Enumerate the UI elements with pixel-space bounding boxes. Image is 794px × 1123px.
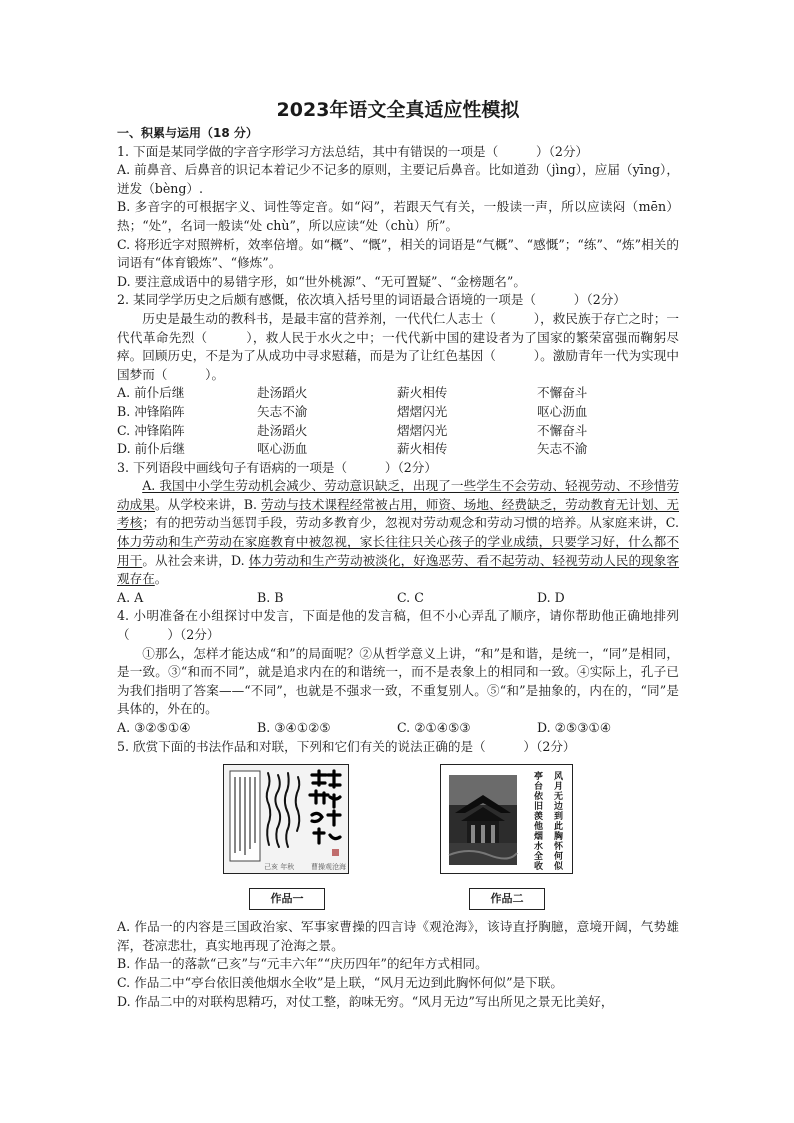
q2-option-row-a — [117, 384, 679, 403]
couplet-upper-line: 亭台依旧羡他烟水全收 — [532, 771, 542, 872]
section-heading: 一、积累与运用（18 分） — [117, 126, 258, 140]
q2-stem: 2. 某同学学历史之后颇有感慨，依次填入括号里的词语最合语境的一项是（ ）（2分） — [117, 292, 626, 308]
q2-a-2: 赴汤蹈火 — [257, 385, 308, 401]
q3-underlined-d: 体力劳动和生产劳动被淡化，好逸恶劳、看不起劳动、轻视劳动人民的现象客观存在 — [117, 552, 680, 587]
q2-d-3: 薪火相传 — [397, 441, 448, 457]
figure-2-caption: 作品二 — [469, 888, 545, 910]
q2-option-row-d — [117, 440, 679, 459]
q3-text-2: ；有的把劳动当惩罚手段，劳动多教育少，忽视对劳动观念和劳动习惯的培养。从家庭来讲，C. — [142, 515, 679, 531]
q2-a-3: 薪火相传 — [397, 385, 448, 401]
q5-option-b: B. 作品一的落款“己亥”与“元丰六年”“庆历四年”的纪年方式相同。 — [117, 956, 488, 972]
q2-b-3: 熠熠闪光 — [397, 403, 448, 419]
q4-option-a: A. ③②⑤①④ — [117, 720, 191, 735]
q2-b-4: 呕心沥血 — [537, 403, 588, 419]
q2-option-row-c — [117, 422, 679, 441]
q3-passage — [117, 477, 679, 589]
calligraphy-artwork — [223, 764, 349, 874]
q4-stem: 4. 小明准备在小组探讨中发言，下面是他的发言稿，但不小心弄乱了顺序，请你帮助他正确地排列（ ）（2分） — [117, 608, 679, 643]
exam-page — [117, 98, 679, 1011]
q3-underlined-b: 劳动与技术课程经常被占用，师资、场地、经费缺乏，劳动教育无计划、无考核 — [117, 496, 680, 531]
couplet-artwork — [440, 764, 573, 874]
q2-c-2: 赴汤蹈火 — [257, 422, 308, 438]
q4-option-b: B. ③④①②⑤ — [257, 720, 331, 735]
q4-passage: ①那么，怎样才能达成“和”的局面呢？②从哲学意义上讲，“和”是和谐，是统一，“同”是相同，是一致。③“和而不同”，就是追求内在的和谐统一，而不是表象上的相同和一致。④实际上，孔子已为我们指明了答案——“不同”，也就是不强求一致，不重复别人。⑤“和”是抽象的，内在的，“同”是具体的，外在的。 — [117, 645, 679, 717]
q2-d-4: 矢志不渝 — [537, 441, 588, 457]
q1-option-c: C. 将形近字对照辨析，效率倍增。如“概”、“慨”，相关的词语是“气概”、“感慨”；“练”、“炼”相关的词语有“体育锻炼”、“修炼”。 — [117, 236, 679, 271]
q2-a-1: A. 前仆后继 — [117, 385, 185, 401]
q2-option-row-b — [117, 403, 679, 422]
q5-figures — [117, 760, 679, 918]
q1-option-b: B. 多音字的可根据字义、词性等定音。如“闷”，若跟天气有关，一般读一声，所以应读闷（mēn）热；“处”，名词一般读“处 chù”，所以应读“处（chù）所”。 — [117, 199, 679, 233]
q2-c-4: 不懈奋斗 — [537, 422, 588, 438]
q3-stem: 3. 下列语段中画线句子有语病的一项是（ ）（2分） — [117, 459, 437, 475]
q3-options — [117, 589, 679, 608]
couplet-lower-line: 风月无边到此胸怀何似 — [552, 771, 562, 872]
q2-d-2: 呕心沥血 — [257, 441, 308, 457]
calligraphy-seal-text: 己亥 年秋 — [264, 863, 295, 872]
q2-b-1: B. 冲锋陷阵 — [117, 403, 185, 419]
q5-option-c: C. 作品二中“亭台依旧羡他烟水全收”是上联，“风月无边到此胸怀何似”是下联。 — [117, 974, 563, 990]
q3-underlined-c: 体力劳动和生产劳动在家庭教育中被忽视，家长往往只关心孩子的学业成绩，只要学习好，什么都不用干 — [117, 534, 679, 568]
q3-option-a: A. A — [117, 589, 144, 605]
q3-option-d: D. D — [537, 589, 565, 605]
q4-options — [117, 719, 679, 738]
q3-text-4: 。 — [154, 571, 168, 587]
q5-option-d: D. 作品二中的对联构思精巧，对仗工整，韵味无穷。“风月无边”写出所见之景无比美好， — [117, 993, 614, 1009]
figure-1-caption: 作品一 — [249, 888, 325, 910]
q3-text-3: 。从社会来讲，D. — [142, 552, 249, 568]
q1-option-d: D. 要注意成语中的易错字形，如“世外桃源”、“无可置疑”、“金榜题名”。 — [117, 273, 526, 289]
q4-option-d: D. ②⑤③①④ — [537, 720, 612, 735]
q3-text-1: 。从学校来讲，B. — [155, 496, 262, 512]
calligraphy-title-text: 曹操观沧海 — [311, 863, 346, 872]
calligraphy-image — [224, 765, 348, 873]
q3-underlined-a: A. 我国中小学生劳动机会减少、劳动意识缺乏，出现了一些学生不会劳动、轻视劳动、不珍惜劳动成果 — [117, 478, 679, 512]
q5-stem: 5. 欣赏下面的书法作品和对联，下列和它们有关的说法正确的是（ ）（2分） — [117, 738, 576, 754]
q1-option-a: A. 前鼻音、后鼻音的识记本着记少不记多的原则，主要记后鼻音。比如道劲（jìng），应届（yīng），迸发（bèng）. — [117, 162, 679, 196]
q4-option-c: C. ②①④⑤③ — [397, 720, 471, 735]
q2-c-1: C. 冲锋陷阵 — [117, 422, 185, 438]
q1-stem: 1. 下面是某同学做的字音字形学习方法总结，其中有错误的一项是（ ）（2分） — [117, 143, 589, 159]
q3-option-c: C. C — [397, 589, 424, 605]
q5-option-a: A. 作品一的内容是三国政治家、军事家曹操的四言诗《观沧海》，该诗直抒胸臆，意境开阔，气势雄浑，苍凉悲壮，真实地再现了沧海之景。 — [117, 919, 679, 953]
q2-d-1: D. 前仆后继 — [117, 441, 186, 457]
q2-options — [117, 384, 679, 458]
q2-passage: 历史是最生动的教科书，是最丰富的营养剂，一代代仁人志士（ ），救民族于存亡之时；一代代革命先烈（ ），救人民于水火之中；一代代新中国的建设者为了国家的繁荣富强而鞠躬尽瘁。回顾历史，不是为了从成功中寻求慰藉，而是为了让红色基因（ ）。激励青年一代为实现中国梦而（ ）。 — [117, 310, 679, 382]
q2-c-3: 熠熠闪光 — [397, 422, 448, 438]
exam-title: 2023年语文全真适应性模拟 — [276, 99, 520, 121]
q3-option-b: B. B — [257, 589, 284, 605]
q2-a-4: 不懈奋斗 — [537, 385, 588, 401]
q2-b-2: 矢志不渝 — [257, 403, 308, 419]
